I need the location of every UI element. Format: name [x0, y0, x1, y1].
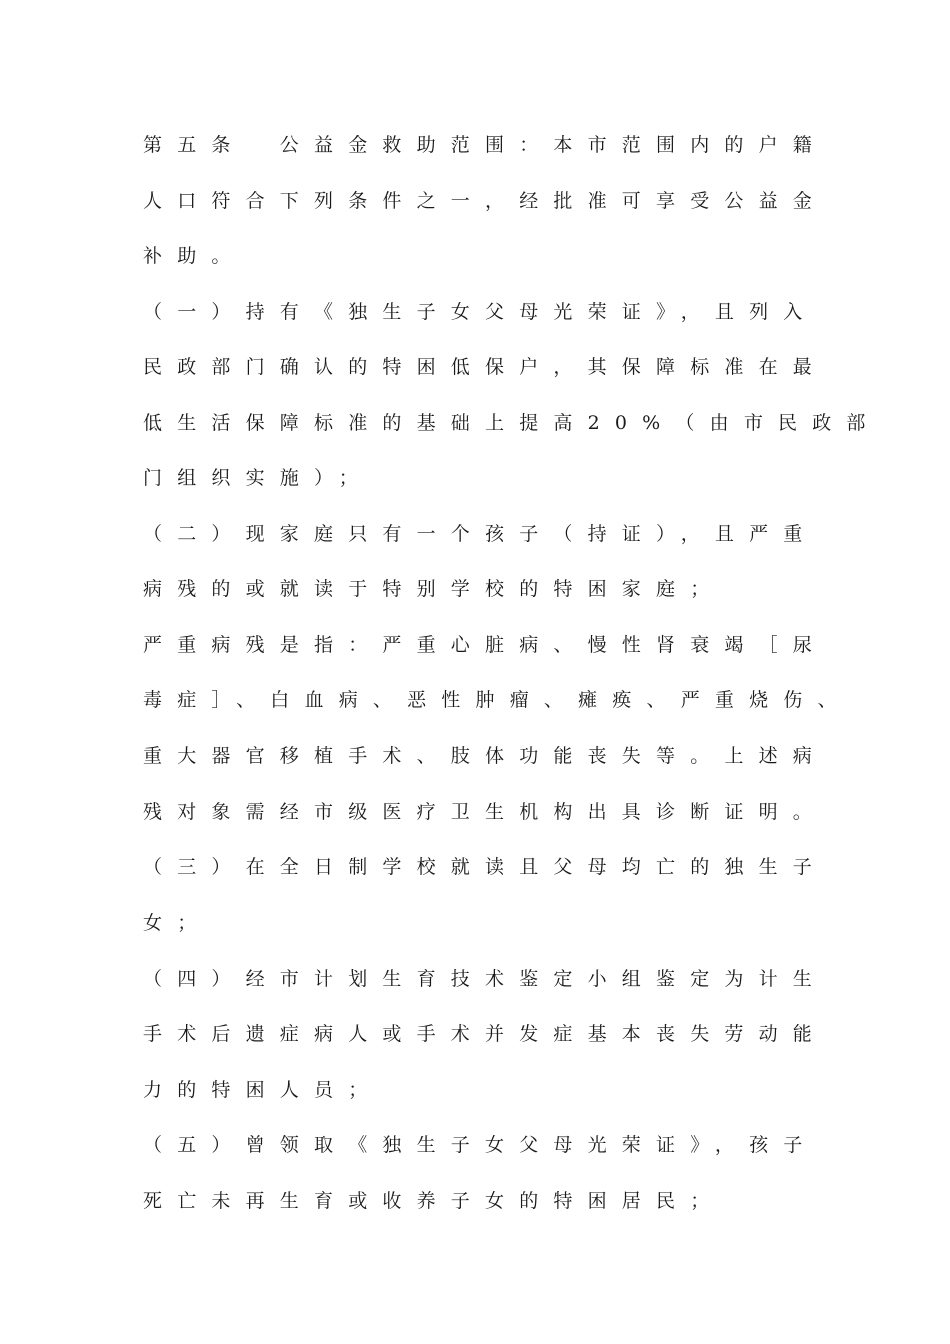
- text-line: 民政部门确认的特困低保户，其保障标准在最: [143, 356, 828, 378]
- text-line: （二）现家庭只有一个孩子（持证），且严重: [143, 523, 818, 545]
- text-line: 病残的或就读于特别学校的特困家庭；: [143, 578, 725, 600]
- text-line: 残对象需经市级医疗卫生机构出具诊断证明。: [143, 801, 828, 823]
- text-line: 重大器官移植手术、肢体功能丧失等。上述病: [143, 745, 828, 767]
- text-line: 女；: [143, 912, 212, 934]
- text-line: 门组织实施）；: [143, 467, 373, 489]
- text-line: 力的特困人员；: [143, 1079, 383, 1101]
- text-line: 第五条 公益金救助范围：本市范围内的户籍: [143, 134, 828, 156]
- text-line: 补助。: [143, 245, 246, 267]
- text-line: 毒症］、白血病、恶性肿瘤、瘫痪、严重烧伤、: [143, 689, 852, 711]
- text-line: （一）持有《独生子女父母光荣证》，且列入: [143, 301, 818, 323]
- text-line: （四）经市计划生育技术鉴定小组鉴定为计生: [143, 968, 828, 990]
- text-line: 人口符合下列条件之一，经批准可享受公益金: [143, 190, 828, 212]
- text-line: （五）曾领取《独生子女父母光荣证》，孩子: [143, 1134, 818, 1156]
- text-line: 死亡未再生育或收养子女的特困居民；: [143, 1190, 725, 1212]
- text-line: 严重病残是指：严重心脏病、慢性肾衰竭［尿: [143, 634, 828, 656]
- text-line: 低生活保障标准的基础上提高20%（由市民政部: [143, 412, 881, 434]
- text-line: 手术后遗症病人或手术并发症基本丧失劳动能: [143, 1023, 828, 1045]
- text-line: （三）在全日制学校就读且父母均亡的独生子: [143, 856, 828, 878]
